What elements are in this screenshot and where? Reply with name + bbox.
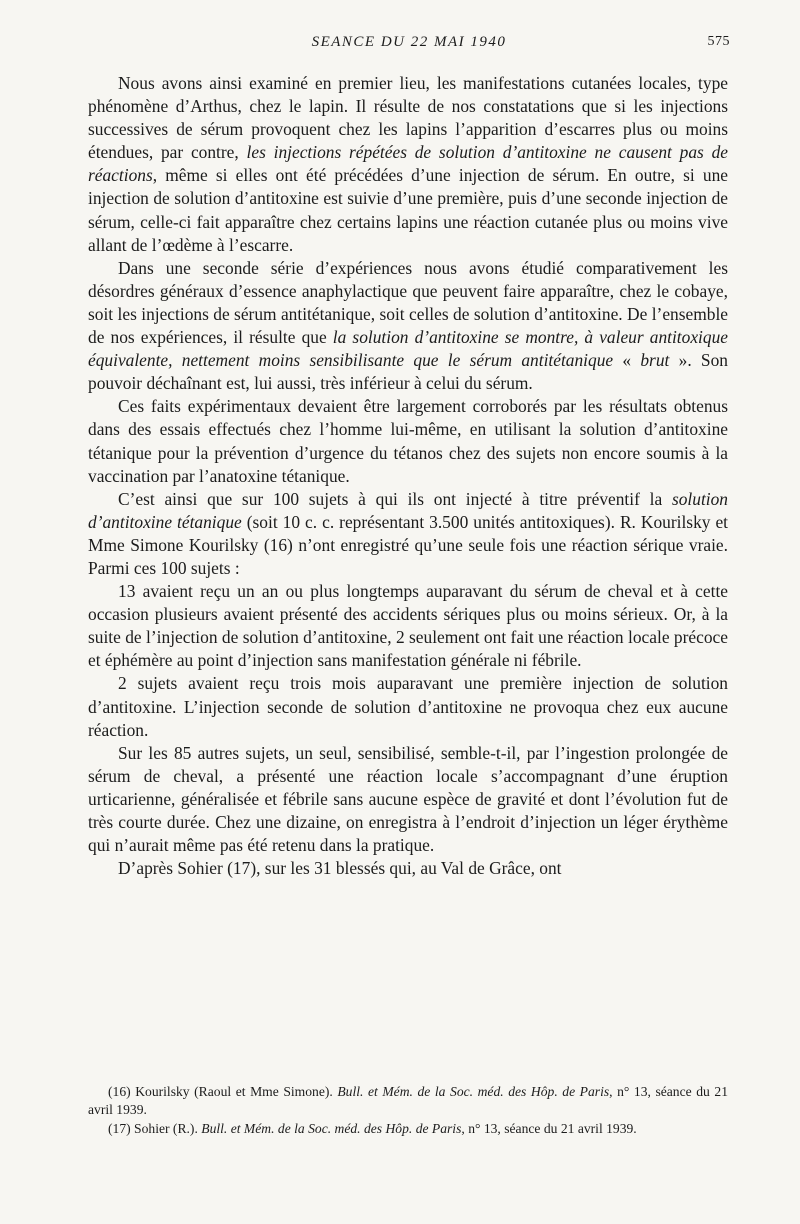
text-segment: 13 avaient reçu un an ou plus longtemps auparavant du sérum de cheval et à cette occasion plusieurs avaient présenté des accidents sériques plus ou moins sérieux. Or, à la suite de l’injection de solution d’antitoxine, 2 seulement ont fait une réaction locale précoce et éphémère au point d’injection sans manifestation générale ni fébrile. bbox=[88, 581, 728, 671]
footnote bbox=[88, 1120, 728, 1138]
running-header bbox=[88, 34, 730, 56]
paragraph bbox=[88, 257, 728, 396]
text-segment: C’est ainsi que sur 100 sujets à qui ils ont injecté à titre préventif la bbox=[118, 488, 672, 509]
paragraph bbox=[88, 742, 728, 857]
text-segment: D’après Sohier (17), sur les 31 blessés qui, au Val de Grâce, ont bbox=[118, 858, 562, 879]
text-segment: , même si elles ont été précédées d’une injection de sérum. En outre, si une injection de solution d’antitoxine est suivie d’une première, puis d’une seconde injection de sérum, celle-ci fait apparaître chez certains lapins une réaction cutanée plus ou moins vive allant de l’œdème à l’escarre. bbox=[88, 165, 728, 255]
text-segment: Ces faits expérimentaux devaient être largement corroborés par les résultats obtenus dans des essais effectués chez l’homme lui-même, en utilisant la solution d’antitoxine tétanique pour la prévention d’urgence du tétanos chez des sujets non encore soumis à la vaccination par l’anatoxine tétanique. bbox=[88, 396, 728, 486]
italic-text: Bull. et Mém. de la Soc. méd. des Hôp. de Paris bbox=[337, 1084, 610, 1099]
body-text bbox=[88, 72, 728, 880]
footnotes bbox=[88, 1083, 728, 1138]
text-segment: « bbox=[613, 350, 641, 371]
paragraph bbox=[88, 672, 728, 741]
italic-text: Bull. et Mém. de la Soc. méd. des Hôp. de Paris bbox=[201, 1120, 462, 1136]
text-segment: Dans une seconde série d’expériences nous avons étudié comparativement les désordres généraux d’essence anaphylactique que peuvent faire apparaître, chez le cobaye, soit les injections de sérum antitétanique, soit celles de solution d’antitoxine. De l’ensemble de nos expériences, il résulte que bbox=[88, 257, 728, 348]
text-segment: (16) Kourilsky (Raoul et Mme Simone). bbox=[108, 1084, 338, 1099]
italic-text: la solution d’antitoxine se montre, à valeur antitoxique équivalente, nettement moins sensibilisante que le sérum antitétanique bbox=[88, 327, 728, 371]
text-segment: ». Son pouvoir déchaînant est, lui aussi, très inférieur à celui du sérum. bbox=[88, 350, 728, 394]
text-segment: , n° 13, séance du 21 avril 1939. bbox=[88, 1084, 728, 1118]
paragraph bbox=[88, 857, 728, 880]
paragraph bbox=[88, 395, 728, 487]
text-segment: (17) Sohier (R.). bbox=[108, 1120, 202, 1136]
footnote bbox=[88, 1083, 728, 1120]
italic-text: les injections répétées de solution d’antitoxine ne causent pas de réactions bbox=[88, 142, 728, 186]
italic-text: brut bbox=[640, 350, 670, 371]
paragraph bbox=[88, 72, 728, 257]
text-segment: Sur les 85 autres sujets, un seul, sensibilisé, semble-t-il, par l’ingestion prolongée de sérum de cheval, a présenté une réaction locale s’accompagnant d’une éruption urticarienne, généralisée et fébrile sans aucune espèce de gravité et dont l’évolution fut de très courte durée. Chez une dizaine, on enregistra à l’endroit d’injection un léger érythème qui n’aurait même pas été retenu dans la pratique. bbox=[88, 742, 728, 856]
paragraph bbox=[88, 488, 728, 580]
paragraph bbox=[88, 580, 728, 672]
text-segment: , n° 13, séance du 21 avril 1939. bbox=[461, 1120, 637, 1136]
page-number: 575 bbox=[707, 34, 730, 49]
text-segment: 2 sujets avaient reçu trois mois auparavant une première injection de solution d’antitoxine. L’injection seconde de solution d’antitoxine ne provoqua chez eux aucune réaction. bbox=[88, 673, 728, 740]
text-segment: Nous avons ainsi examiné en premier lieu, les manifestations cutanées locales, type phénomène d’Arthus, chez le lapin. Il résulte de nos constatations que si les injections successives de sérum provoquent chez les lapins l’apparition d’escarres plus ou moins étendues, par contre, bbox=[88, 73, 728, 163]
italic-text: solution d’antitoxine tétanique bbox=[88, 488, 728, 532]
header-title: SEANCE DU 22 MAI 1940 bbox=[311, 34, 507, 50]
text-segment: (soit 10 c. c. représentant 3.500 unités antitoxiques). R. Kourilsky et Mme Simone Kourilsky (16) n’ont enregistré qu’une seule fois une réaction sérique vraie. Parmi ces 100 sujets : bbox=[88, 511, 728, 578]
